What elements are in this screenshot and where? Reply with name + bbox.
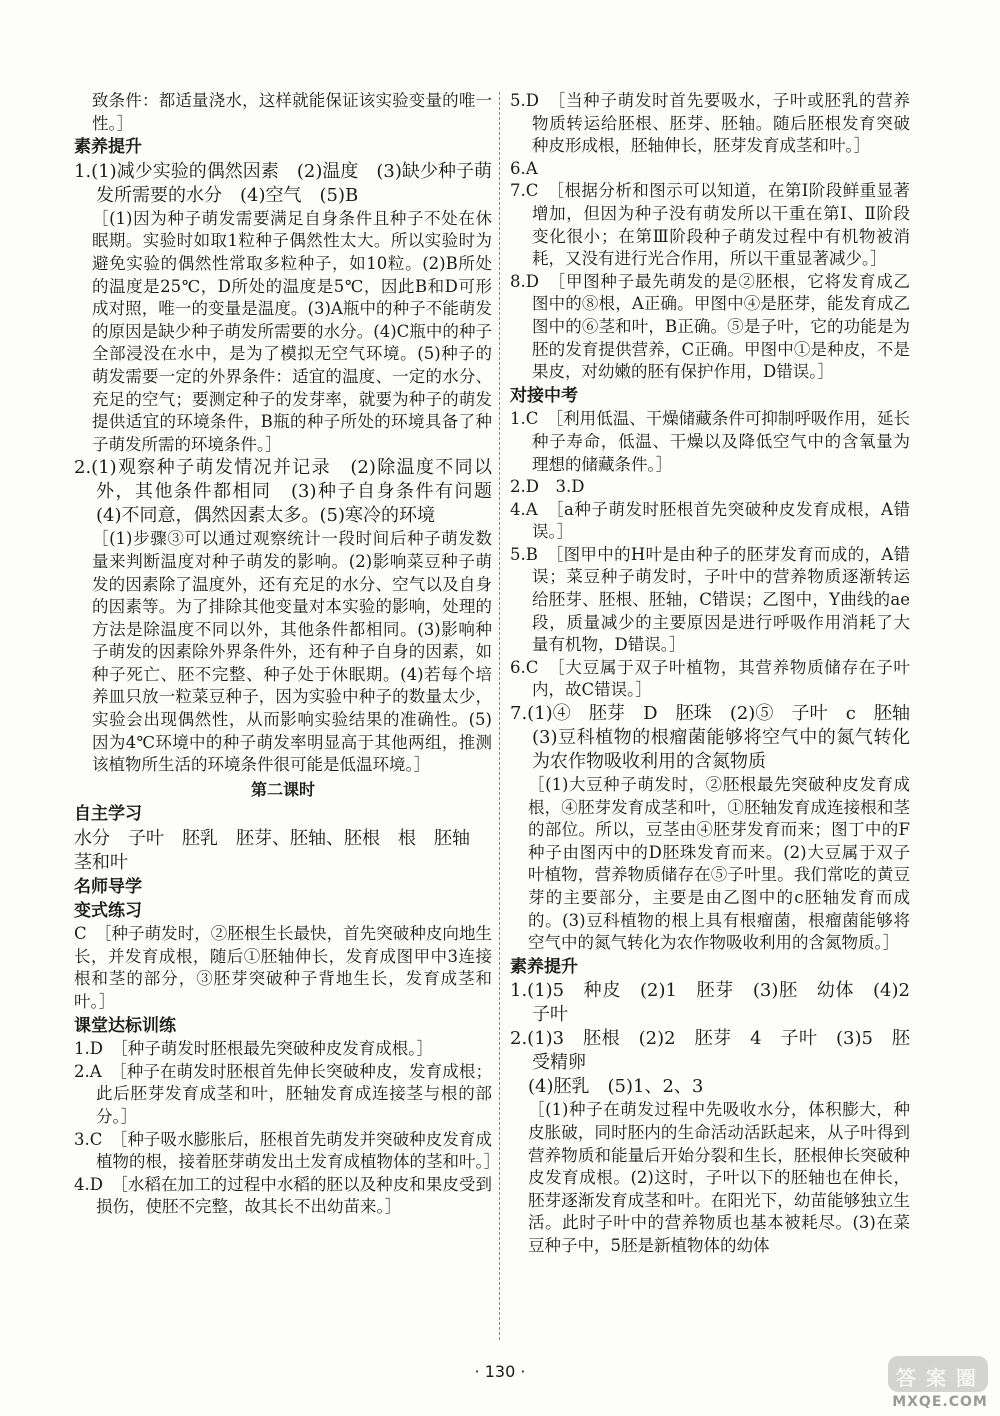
watermark-char-1: 答 <box>896 1366 916 1390</box>
page-number: · 130 · <box>474 1362 526 1381</box>
section-heading-literacy: 素养提升 <box>74 137 142 158</box>
exam-q2-q3: 2.D 3.D <box>510 477 585 497</box>
right-q5: 5.D ［当种子萌发时首先要吸水，子叶或胚乳的营养物质转运给胚根、胚芽、胚轴。随后胚根发育突破种皮形成根，胚轴伸长，胚芽发育成茎和叶。］ <box>510 91 910 156</box>
watermark-char-2: 案 <box>926 1366 946 1390</box>
class-q2: 2.A ［种子在萌发时胚根首先伸长突破种皮，发育成根；此后胚芽发育成茎和叶，胚轴发育成连接茎与根的部分。］ <box>74 1061 492 1126</box>
class-q4: 4.D ［水稻在加工的过程中水稻的胚以及种皮和果皮受到损伤，使胚不完整，故其长不出幼苗来。］ <box>74 1174 492 1217</box>
q2-answer: 2.(1)观察种子萌发情况并记录 (2)除温度不同以外，其他条件都相同 (3)种子自身条件有问题 (4)不同意，偶然因素太多。(5)寒冷的环境 <box>74 457 510 527</box>
self-study-answers: 水分 子叶 胚乳 胚芽、胚轴、胚根 根 胚轴 <box>74 828 470 850</box>
right-q8: 8.D ［甲图种子最先萌发的是②胚根，它将发育成乙图中的⑧根，A正确。甲图中④是胚芽，能发育成乙图中的⑥茎和叶，B正确。⑤是子叶，它的功能是为胚的发育提供营养，C正确。甲图中①是种皮，不是果皮，对幼嫩的胚有保护作用，D错误。］ <box>510 271 910 382</box>
section-heading-self-study: 自主学习 <box>74 804 142 825</box>
self-study-answers-2: 茎和叶 <box>74 852 128 874</box>
exam-q5: 5.B ［图甲中的H叶是由种子的胚芽发育而成的，A错误；菜豆种子萌发时，子叶中的营养物质逐渐转运给胚芽、胚根、胚轴，C错误；乙图中，Y曲线的ae段，质量减少的主要原因是进行呼吸作用消耗了大量有机物，D错误。］ <box>510 544 910 655</box>
section-heading-teacher-guide: 名师导学 <box>74 877 142 898</box>
exam-q7-answer: 7.(1)④ 胚芽 D 胚珠 (2)⑤ 子叶 c 胚轴 (3)豆科植物的根瘤菌能够将空气中的氮气转化为农作物吸收利用的含氮物质 <box>510 703 928 773</box>
right-column <box>510 90 928 1258</box>
watermark-char-3: 圈 <box>956 1366 976 1390</box>
class-q3: 3.C ［种子吸水膨胀后，胚根首先萌发并突破种皮发育成植物的根，接着胚芽萌发出土发育成植物体的茎和叶。］ <box>74 1129 501 1172</box>
section-heading-literacy-2: 素养提升 <box>510 956 578 977</box>
literacy-q2: 2.(1)3 胚根 (2)2 胚芽 4 子叶 (3)5 胚 受精卵 <box>510 1028 928 1074</box>
exam-q4: 4.A ［a种子萌发时胚根首先突破种皮发育成根，A错误。］ <box>510 499 910 542</box>
q1-answer: 1.(1)减少实验的偶然因素 (2)温度 (3)缺少种子萌发所需要的水分 (4)空气 (5)B <box>74 160 492 206</box>
variant-exercise: C ［种子萌发时，②胚根生长最快，首先突破种皮向地生长，并发育成根，随后①胚轴伸长，发育成图甲中3连接根和茎的部分，③胚芽突破种子背地生长，发育成茎和叶。］ <box>74 924 492 1011</box>
exam-q6: 6.C ［大豆属于双子叶植物，其营养物质储存在子叶内，故C错误。］ <box>510 657 910 700</box>
right-q6: 6.A <box>510 158 538 178</box>
lesson-title: 第二课时 <box>250 779 315 799</box>
section-heading-class-training: 课堂达标训练 <box>74 1015 176 1036</box>
intro-text: 致条件：都适量浇水，这样就能保证该实验变量的唯一性。］ <box>92 91 492 133</box>
literacy-q2-explanation: ［(1)种子在萌发过程中先吸收水分，体积膨大，种皮胀破，同时胚内的生命活动活跃起来，从子叶得到营养物质和能量后开始分裂和生长，胚根伸长突破种皮发育成根。(2)这时，子叶以下的胚轴也在伸长，胚芽逐渐发育成茎和叶。在阳光下，幼苗能够独立生活。此时子叶中的营养物质也基本被耗尽。(3)在菜豆种子中，5胚是新植物体的幼体 <box>528 1100 910 1255</box>
section-heading-variant: 变式练习 <box>74 900 142 921</box>
watermark-text: MXQE.COM <box>892 1394 988 1410</box>
watermark-logo <box>888 1356 992 1412</box>
q1-explanation: ［(1)因为种子萌发需要满足自身条件且种子不处在休眠期。实验时如取1粒种子偶然性太大。所以实验时为避免实验的偶然性常取多粒种子，如10粒。(2)B所处的温度是25℃，D所处的温度是5℃，因此B和D可形成对照，唯一的变量是温度。(3)A瓶中的种子不能萌发的原因是缺少种子萌发所需要的水分。(4)C瓶中的种子全部浸没在水中，是为了模拟无空气环境。(5)种子的萌发需要一定的外界条件：适宜的温度、一定的水分、充足的空气；要测定种子的发芽率，就要为种子的萌发提供适宜的环境条件，B瓶的种子所处的环境具备了种子萌发所需的环境条件。］ <box>92 208 492 454</box>
right-q7: 7.C ［根据分析和图示可以知道，在第Ⅰ阶段鲜重显著增加，但因为种子没有萌发所以干重在第Ⅰ、Ⅱ阶段变化很小；在第Ⅲ阶段种子萌发过程中有机物被消耗，又没有进行光合作用，所以干重显著减少。］ <box>510 181 910 269</box>
class-q1: 1.D ［种子萌发时胚根最先突破种皮发育成根。］ <box>74 1039 433 1059</box>
left-column <box>74 90 510 1219</box>
exam-q7-explanation: ［(1)大豆种子萌发时，②胚根最先突破种皮发育成根，④胚芽发育成茎和叶，①胚轴发育成连接根和茎的部位。所以，豆茎由④胚芽发育而来；图丁中的F种子由图丙中的D胚珠发育而来。(2)大豆属于双子叶植物，营养物质储存在⑤子叶里。我们常吃的黄豆芽的主要部分，主要是由乙图中的c胚轴发育而成的。(3)豆科植物的根上具有根瘤菌，根瘤菌能够将空气中的氮气转化为农作物吸收利用的含氮物质。］ <box>528 775 910 953</box>
section-heading-exam: 对接中考 <box>510 385 578 406</box>
exam-q1: 1.C ［利用低温、干燥储藏条件可抑制呼吸作用，延长种子寿命，低温、干燥以及降低空气中的含氧量为理想的储藏条件。］ <box>510 409 910 474</box>
literacy-q1: 1.(1)5 种皮 (2)1 胚芽 (3)胚 幼体 (4)2 子叶 <box>510 980 928 1026</box>
q2-explanation: ［(1)步骤③可以通过观察统计一段时间后种子萌发数量来判断温度对种子萌发的影响。(2)影响菜豆种子萌发的因素除了温度外，还有充足的水分、空气以及自身的因素等。为了排除其他变量对本实验的影响，处理的方法是除温度不同以外，其他条件都相同。(3)影响种子萌发的因素除外界条件外，还有种子自身的因素，如种子死亡、胚不完整、种子处于休眠期。(4)若每个培养皿只放一粒菜豆种子，因为实验中种子的数量太少，实验会出现偶然性，从而影响实验结果的准确性。(5)因为4℃环境中的种子萌发率明显高于其他两组，推测该植物所生活的环境条件很可能是低温环境。］ <box>92 529 492 775</box>
literacy-q2-continued: (4)胚乳 (5)1、2、3 <box>528 1076 704 1098</box>
